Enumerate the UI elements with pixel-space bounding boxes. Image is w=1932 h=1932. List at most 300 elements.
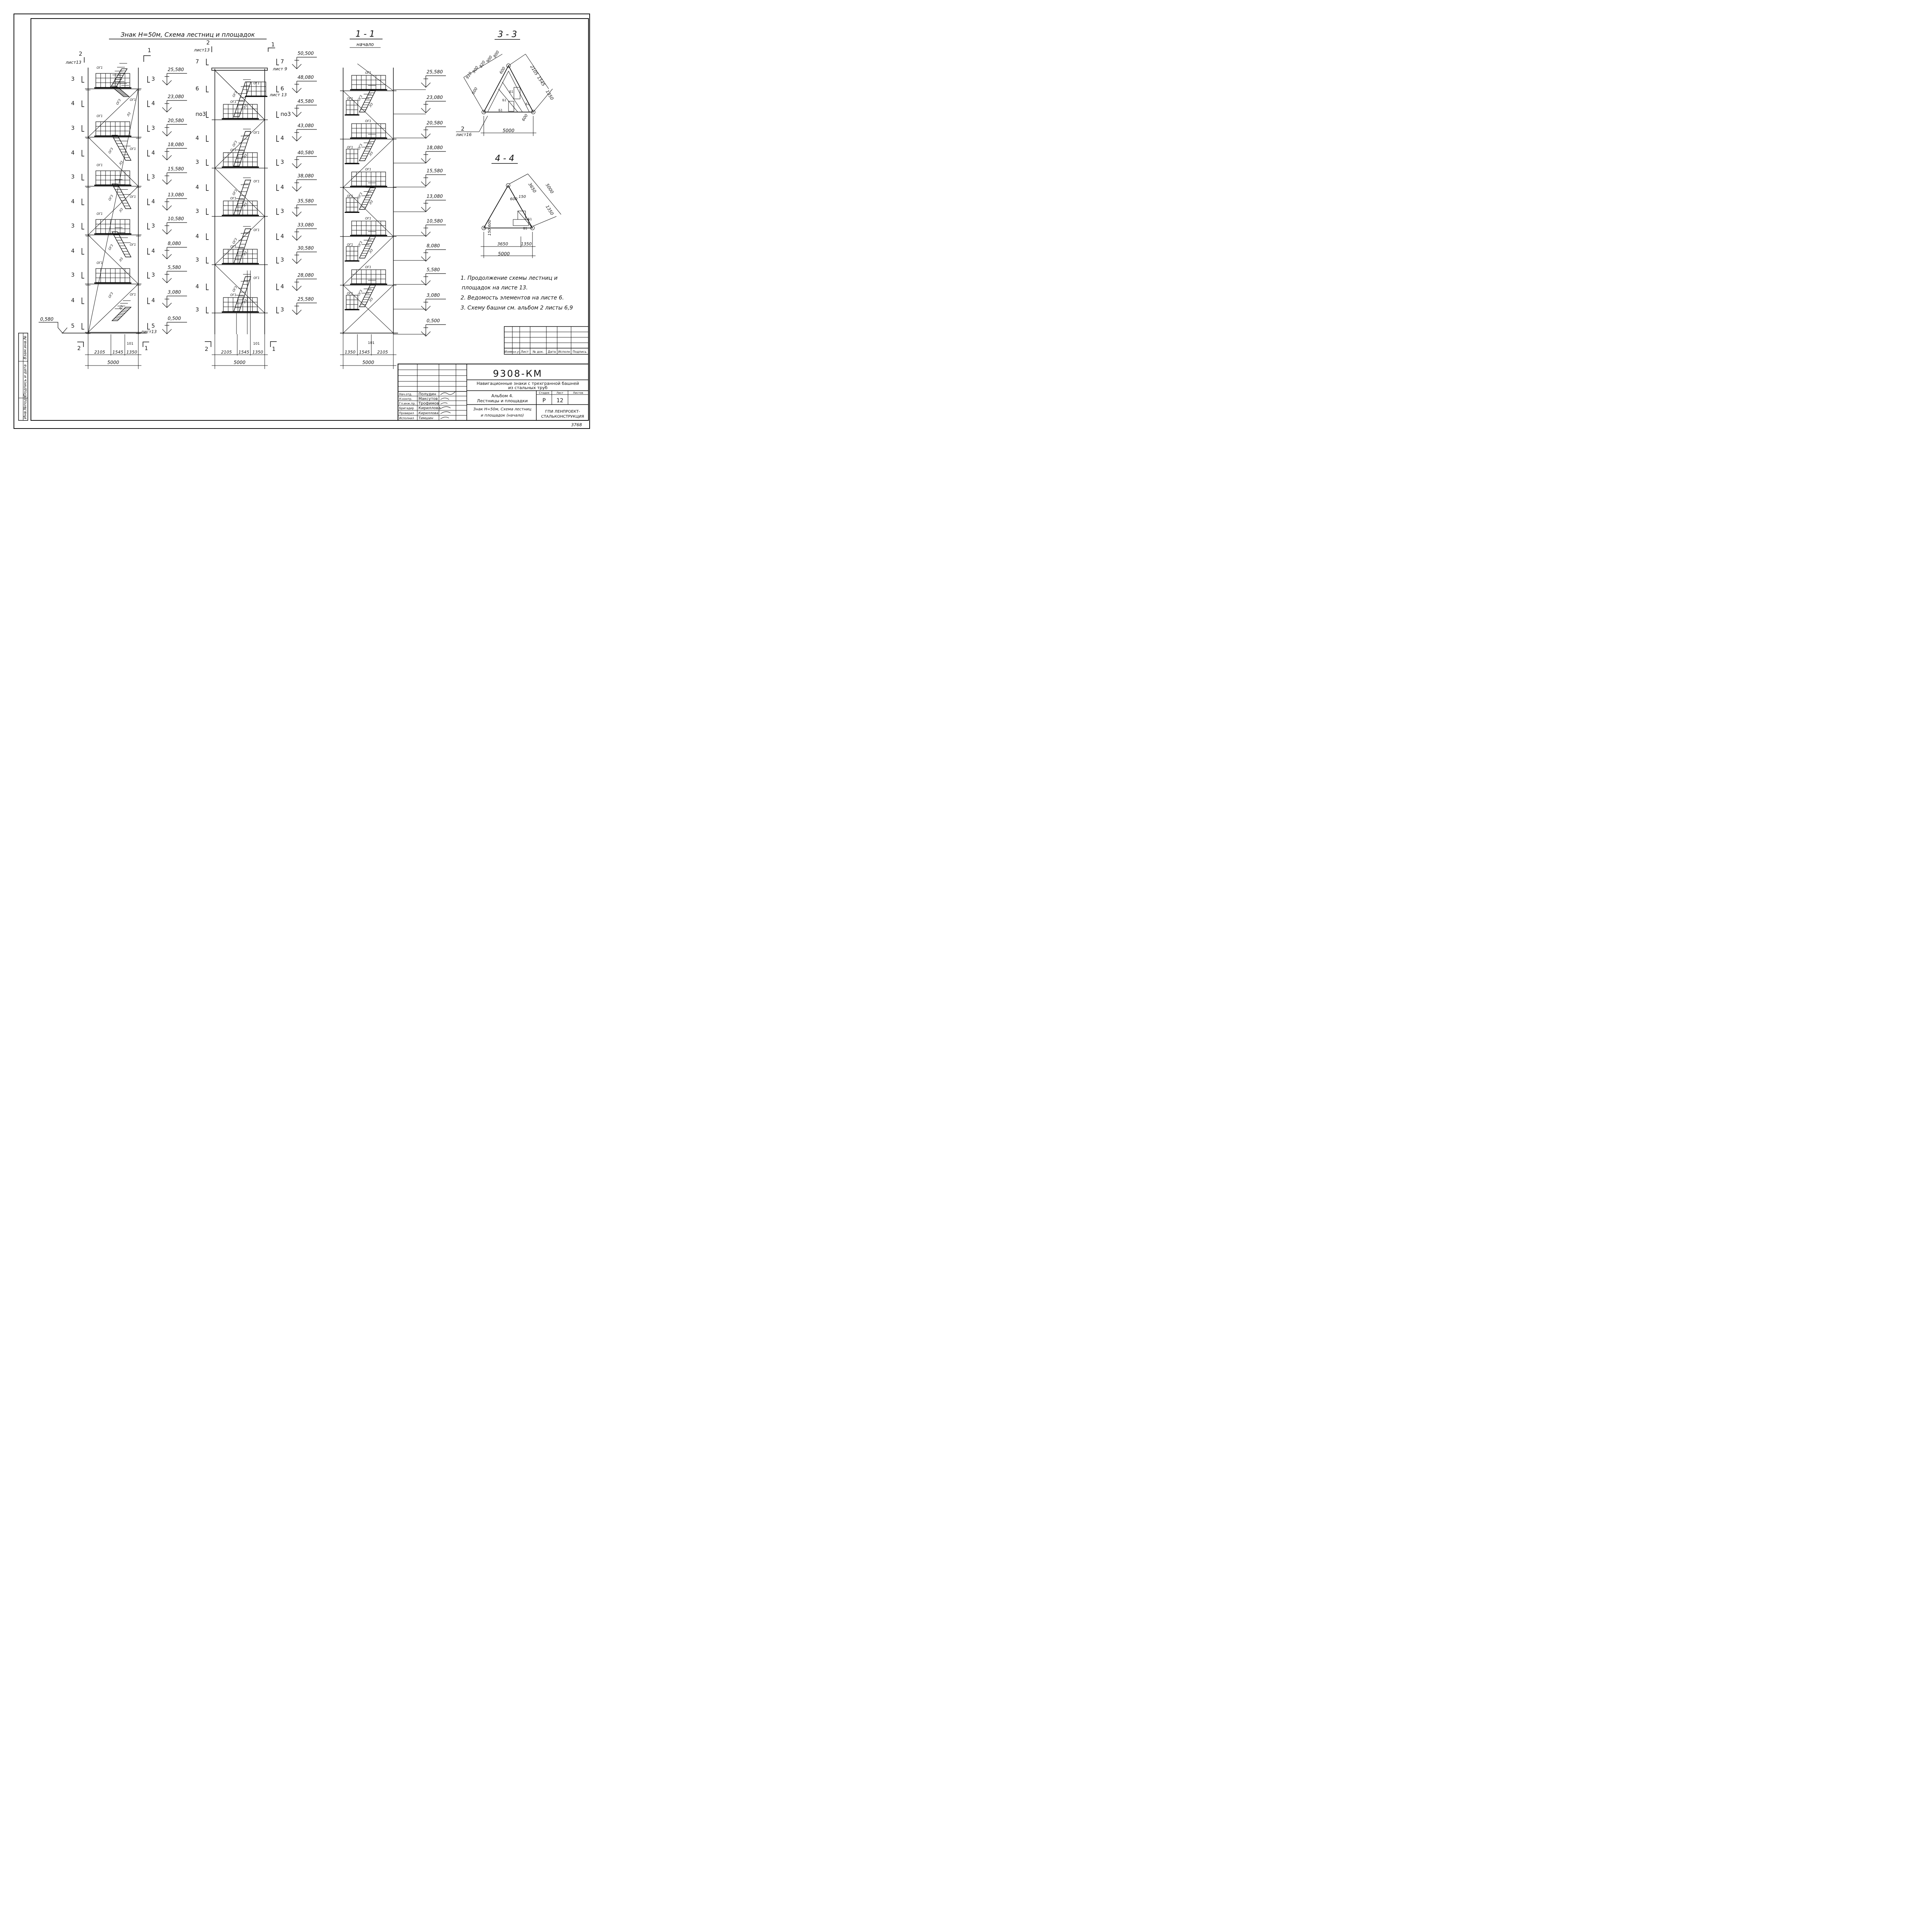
- role-6: Исполнил: [399, 417, 414, 420]
- right-og1-4: ОГ1: [365, 265, 371, 269]
- mid-cut-marker-r-7-label: 4: [281, 233, 284, 240]
- brace-4: [88, 284, 138, 332]
- album-line-2: Лестницы и площадки: [477, 398, 528, 403]
- side-stamp-sign: Подпись и дата: [23, 364, 27, 396]
- left-cut-marker-6-label: 3: [71, 223, 75, 229]
- cut-label-1-top: 1: [148, 48, 151, 54]
- left-cut-marker-8-mark: [82, 272, 84, 278]
- cut-label-2-mid-top: 2: [206, 40, 210, 46]
- s33-dim-1350: 1350: [544, 89, 555, 101]
- s33-b1-d: Б1: [526, 102, 530, 106]
- cut-sheet-13-mid: лист 13: [270, 92, 287, 97]
- mid-platform-4-rail: [223, 298, 257, 311]
- name-2: Максутов: [418, 397, 438, 401]
- mid-cut-marker-2-label: по3: [196, 111, 206, 117]
- s44-dim-1350-diag: 1350: [544, 204, 555, 216]
- left-cut-marker-r-7-mark: [148, 248, 150, 254]
- s44-dim-600: 600: [510, 197, 518, 201]
- s33-dim-820: 820: [479, 60, 486, 69]
- right-l3-2: Л3: [368, 199, 374, 205]
- name-5: Кириллова: [418, 412, 439, 415]
- notes: [461, 275, 573, 311]
- left-cut-marker-1-mark: [82, 100, 84, 107]
- section-4-4-title: 4 - 4: [495, 154, 514, 163]
- side-stamp: [19, 333, 28, 420]
- rev-col-date: Дата: [548, 350, 556, 354]
- dim-101-mid: 101: [253, 342, 260, 346]
- mid-cut-marker-7-mark: [206, 233, 209, 240]
- left-cut-marker-7-mark: [82, 248, 84, 254]
- mid-og1-1: ОГ1: [230, 148, 236, 152]
- left-cut-marker-10-label: 5: [71, 323, 75, 329]
- cut-label-1-mid-top: 1: [271, 42, 275, 48]
- left-og1-1: ОГ1: [97, 114, 103, 118]
- s33-dim-910: 910: [465, 71, 473, 80]
- mid-cut-marker-r-3-mark: [277, 135, 279, 141]
- left-elev-5-value: 13,080: [168, 192, 184, 197]
- left-cut-marker-r-3-mark: [148, 150, 150, 156]
- mid-cut-marker-r-2-mark: [277, 111, 279, 117]
- col-stage-label: Стадия: [539, 391, 549, 395]
- mid-top-cap: [212, 68, 267, 70]
- mid-cut-marker-r-2-label: по3: [281, 111, 291, 117]
- right-elev-4-value: 15,580: [427, 168, 443, 173]
- left-cut-marker-4-label: 3: [71, 174, 75, 180]
- mid-l3-4: Л3: [242, 298, 248, 304]
- s44-dim-150: 150: [519, 195, 526, 199]
- cut-label-2-bottom: 2: [77, 345, 81, 352]
- name-1: Полудин: [418, 392, 436, 396]
- dim-5000-mid: 5000: [233, 360, 246, 365]
- right-og3-3: ОГ3: [357, 240, 363, 248]
- left-l3-0: Л3: [126, 111, 132, 117]
- right-platform-2-deck: [350, 186, 387, 187]
- cut-label-2-top: 2: [79, 51, 82, 57]
- right-og3-1: ОГ3: [357, 143, 363, 150]
- mid-cut-marker-r-7-mark: [277, 233, 279, 240]
- left-cut-marker-r-1-mark: [148, 100, 150, 107]
- left-elev-6-value: 10,580: [168, 216, 184, 221]
- mid-l3-3: Л3: [242, 250, 248, 256]
- left-elev-1-value: 23,080: [168, 94, 184, 99]
- cut-label-2-mid-bottom: 2: [205, 346, 208, 352]
- right-og3-2: ОГ3: [357, 192, 363, 199]
- mid-platform-1-deck: [222, 167, 259, 168]
- drawing-sheet: [0, 0, 604, 438]
- project-title-line-2: из стальных труб: [508, 385, 548, 390]
- s44-dim-5000-diag: 5000: [544, 182, 555, 195]
- mid-og1-upper-3: ОГ1: [253, 228, 260, 232]
- left-stair-3-stringer: [112, 232, 131, 257]
- dim-2105-left: 2105: [94, 350, 105, 355]
- left-elev-4-value: 15,580: [168, 166, 184, 172]
- mid-elev-7-value: 33,080: [298, 222, 314, 228]
- dim-1545-left: 1545: [112, 350, 123, 355]
- s33-dim-2105: 2105: [529, 64, 539, 77]
- right-platform-2-rail: [352, 172, 386, 186]
- right-stair-1-stringer: [359, 139, 376, 161]
- mid-cut-marker-3-label: 4: [196, 135, 199, 141]
- rev-col-kol: Кол.уч.: [510, 350, 521, 354]
- mid-cut-marker-2-mark: [206, 111, 209, 117]
- s33-b1-a: Б1: [502, 99, 507, 102]
- left-cut-marker-r-5-label: 4: [151, 199, 155, 205]
- left-elev-10-value: 0,500: [168, 316, 181, 321]
- mid-og1-4: ОГ1: [230, 293, 236, 297]
- mid-cut-marker-0-mark: [206, 59, 209, 65]
- right-og1-0: ОГ1: [365, 71, 371, 75]
- right-lower-rail-3-rail: [346, 247, 358, 260]
- s44-dim-1350: 1350: [521, 242, 532, 247]
- left-og3-0: ОГ3: [115, 98, 122, 105]
- left-og3-1: ОГ3: [107, 147, 114, 154]
- right-og1-1: ОГ1: [365, 119, 371, 123]
- mid-cut-marker-r-4-mark: [277, 159, 279, 165]
- left-og1-0: ОГ1: [97, 66, 103, 70]
- right-stair-3-stringer: [359, 236, 376, 258]
- s33-dim-900b: 900: [486, 55, 493, 64]
- mid-elev-4-value: 40,580: [298, 150, 314, 155]
- album-line-1: Альбом 4.: [491, 393, 514, 398]
- right-og3-4: ОГ3: [357, 289, 363, 296]
- left-l3-4: Л3: [118, 304, 124, 310]
- mid-platform-4-deck: [222, 311, 259, 313]
- left-cut-marker-9-mark: [82, 298, 84, 304]
- right-platform-1-rail: [352, 124, 386, 138]
- s44-dim-5000: 5000: [498, 251, 510, 257]
- right-lower-rail-3-deck: [345, 260, 359, 262]
- right-og1-lower-0: ОГ1: [347, 97, 353, 100]
- name-4: Кириллова: [418, 406, 441, 410]
- mid-platform-3-deck: [222, 263, 259, 264]
- right-lower-rail-1-rail: [346, 149, 358, 163]
- section-4-4-plan: [481, 174, 561, 258]
- right-og3-0: ОГ3: [357, 94, 363, 102]
- right-elev-5-value: 13,080: [427, 194, 443, 199]
- note-3: 3. Схему башни см. альбом 2 листы 6,9: [461, 305, 573, 311]
- mid-cut-marker-r-1-mark: [277, 86, 279, 92]
- section-3-3-plan: [456, 50, 554, 137]
- role-5: Проверил: [399, 412, 414, 415]
- mid-cut-marker-r-10-label: 3: [281, 307, 284, 313]
- left-og3-3: ОГ3: [107, 243, 114, 251]
- left-og3-2: ОГ3: [107, 194, 114, 201]
- left-cut-marker-r-3-label: 4: [151, 150, 155, 156]
- mid-cut-marker-r-6-label: 3: [281, 208, 284, 214]
- s44-dim-3650-diag: 3650: [527, 182, 537, 194]
- mid-cut-marker-4-label: 3: [196, 159, 199, 165]
- s33-b1-b: Б1: [509, 90, 514, 94]
- dim-1545-mid: 1545: [238, 350, 249, 355]
- left-cut-marker-9-label: 4: [71, 298, 75, 304]
- left-l3-1: Л3: [118, 160, 124, 166]
- left-cut-marker-r-0-mark: [148, 76, 150, 82]
- right-lower-rail-2-deck: [345, 212, 359, 213]
- mid-cut-marker-r-5-label: 4: [281, 184, 284, 190]
- left-elev-3-value: 18,080: [168, 142, 184, 147]
- left-dimensions: [85, 334, 141, 369]
- name-6: Тимшин: [418, 417, 434, 420]
- main-title: Знак H=50м, Схема лестниц и площадок: [121, 31, 255, 38]
- right-elev-0-value: 25,580: [427, 69, 443, 75]
- mid-elev-6-value: 35,580: [298, 198, 314, 204]
- right-elev-6-value: 10,580: [427, 218, 443, 224]
- left-cut-marker-r-10-mark: [148, 323, 150, 329]
- bottom-archive-number: 3768: [571, 422, 582, 427]
- left-og1-upper-3: ОГ1: [130, 243, 136, 247]
- project-title-line-1: Навигационные знаки с трехгранной башней: [476, 381, 579, 386]
- left-l3-3: Л3: [118, 257, 124, 262]
- left-elev-7-value: 8,080: [168, 241, 181, 246]
- side-stamp-inv: Инв.№подл.: [23, 395, 27, 419]
- left-platform-1-rail: [96, 122, 130, 136]
- organization-line-1: ГПИ ЛЕНПРОЕКТ-: [545, 410, 580, 414]
- right-platform-0-rail: [352, 75, 386, 89]
- left-platform-3-rail: [96, 219, 130, 233]
- s33-dim-1545: 1545: [536, 75, 546, 87]
- mid-og1-upper-1: ОГ1: [253, 131, 260, 134]
- left-og1-upper-2: ОГ1: [130, 195, 136, 199]
- name-3: Трофимов: [418, 401, 439, 406]
- col-sheet-label: Лист: [556, 391, 563, 395]
- mid-cut-marker-r-0-mark: [277, 59, 279, 65]
- mid-og3-4: ОГ3: [231, 285, 238, 293]
- dim-101-right: 101: [368, 341, 375, 345]
- mid-platform-2-rail: [223, 201, 257, 215]
- left-cut-marker-8-label: 3: [71, 272, 75, 278]
- s33-sheet-16: лист16: [456, 132, 472, 137]
- mid-platform-0-deck: [222, 118, 259, 119]
- middle-elevation: [196, 51, 317, 334]
- left-cut-marker-r-2-mark: [148, 125, 150, 131]
- mid-cut-marker-r-3-label: 4: [281, 135, 284, 141]
- left-cut-marker-r-8-label: 3: [151, 272, 155, 278]
- dim-5000-left: 5000: [107, 360, 119, 365]
- mid-cut-marker-r-10-mark: [277, 307, 279, 313]
- mid-elev-8-value: 30,580: [298, 245, 314, 251]
- left-platform-4-deck: [94, 282, 131, 284]
- mid-cut-marker-r-8-label: 3: [281, 257, 284, 263]
- mid-cut-marker-9-mark: [206, 284, 209, 290]
- left-og1-upper-1: ОГ1: [130, 147, 136, 151]
- rev-col-doc: № док.: [532, 350, 544, 354]
- mid-cut-marker-9-label: 4: [196, 284, 199, 290]
- left-cut-marker-6-mark: [82, 223, 84, 229]
- cut-sheet-13-bottom: лист13: [141, 329, 157, 334]
- right-elev-1-value: 23,080: [427, 95, 443, 100]
- right-elev-8-value: 5,580: [427, 267, 440, 272]
- mid-og1-0: ОГ1: [230, 100, 236, 104]
- left-cut-marker-0-mark: [82, 76, 84, 82]
- right-stair-2-stringer: [359, 188, 376, 209]
- left-cut-marker-r-6-mark: [148, 223, 150, 229]
- mid-elev-10-value: 25,580: [298, 296, 314, 302]
- right-l3-4: Л3: [368, 297, 374, 303]
- s44-dim-150-600: 150 600: [488, 219, 492, 236]
- left-cut-marker-r-1-label: 4: [151, 100, 155, 107]
- mid-elev-0-value: 50,500: [298, 51, 314, 56]
- left-elev-2-value: 20,580: [168, 118, 184, 123]
- mid-og1-upper-0: ОГ1: [253, 82, 260, 85]
- right-l3-1: Л3: [368, 151, 374, 156]
- s44-b1-a: Б1: [523, 227, 527, 230]
- left-elev-0-value: 25,580: [168, 67, 184, 72]
- dim-2105-mid: 2105: [221, 350, 232, 355]
- left-cut-marker-r-6-label: 3: [151, 223, 155, 229]
- s33-dim-600c: 600: [521, 113, 529, 122]
- side-stamp-vzam: Взам.инв.№: [23, 335, 27, 359]
- left-og1-4: ОГ1: [97, 261, 103, 265]
- right-lower-rail-0-rail: [346, 100, 358, 114]
- right-og1-2: ОГ1: [365, 168, 371, 171]
- cut-sheet-13-top: лист13: [66, 60, 82, 65]
- left-cut-marker-5-label: 4: [71, 199, 75, 205]
- left-cut-marker-3-mark: [82, 150, 84, 156]
- doc-code: 9308-КМ: [493, 368, 543, 379]
- rev-col-ispoln: Исполн: [558, 350, 570, 354]
- mid-cut-marker-r-1-label: 6: [281, 86, 284, 92]
- cut-sheet-13-mid-top: лист13: [194, 48, 210, 53]
- mid-platform-2-deck: [222, 215, 259, 216]
- mid-cut-marker-5-mark: [206, 184, 209, 190]
- left-cut-marker-r-9-mark: [148, 298, 150, 304]
- mid-og1-3: ОГ1: [230, 245, 236, 248]
- right-og1-lower-2: ОГ1: [347, 194, 353, 198]
- s33-dim-600a: 600: [471, 87, 479, 95]
- left-elevation: [62, 63, 187, 334]
- brace-top: [357, 64, 393, 91]
- mid-cut-marker-8-mark: [206, 257, 209, 263]
- rev-col-list: Лист: [520, 350, 529, 354]
- mid-cut-marker-r-5-mark: [277, 184, 279, 190]
- left-cut-marker-10-mark: [82, 323, 84, 329]
- section-1-1-subtitle: начало: [356, 42, 374, 47]
- sheet-title-line-1: Знак H=50м, Схема лестниц: [473, 407, 532, 412]
- s44-dim-3650: 3650: [497, 242, 508, 247]
- mid-stair-0-stringer: [231, 82, 251, 117]
- mid-l3-0: Л3: [242, 104, 248, 109]
- left-cut-marker-4-mark: [82, 174, 84, 180]
- sheet-title-line-2: и площадок (начало): [481, 413, 524, 418]
- role-2: Н.контр.: [399, 397, 412, 401]
- left-og3-4: ОГ3: [107, 291, 114, 299]
- s33-cut-2: 2: [461, 126, 464, 132]
- mid-cut-marker-0-label: 7: [196, 59, 199, 65]
- mid-cut-marker-r-9-label: 4: [281, 284, 284, 290]
- revision-table: [504, 327, 588, 354]
- mid-elev-2-value: 45,580: [298, 99, 314, 104]
- right-elevation-1-1: [340, 64, 446, 336]
- mid-cut-marker-1-mark: [206, 86, 209, 92]
- mid-og3-3: ОГ3: [231, 237, 238, 245]
- right-elev-3-value: 18,080: [427, 145, 443, 150]
- left-cut-marker-7-label: 4: [71, 248, 75, 254]
- right-elev-9-value: 3,080: [427, 293, 440, 298]
- right-dimensions: [340, 334, 396, 369]
- left-cut-marker-r-4-label: 3: [151, 174, 155, 180]
- middle-dimensions: [212, 334, 268, 369]
- left-cut-marker-0-label: 3: [71, 76, 75, 82]
- mid-og3-2: ОГ3: [231, 189, 238, 196]
- left-og1-upper-0: ОГ1: [130, 98, 136, 102]
- organization-line-2: СТАЛЬКОНСТРУКЦИЯ: [541, 415, 584, 419]
- left-cut-marker-3-label: 4: [71, 150, 75, 156]
- dim-1350-mid: 1350: [252, 350, 263, 355]
- dim-2105-right: 2105: [377, 350, 388, 355]
- right-lower-rail-0-deck: [345, 114, 359, 116]
- left-cut-marker-1-label: 4: [71, 100, 75, 107]
- left-l3-2: Л3: [118, 207, 124, 213]
- dim-1350-right: 1350: [345, 350, 355, 355]
- mid-og1-upper-2: ОГ1: [253, 180, 260, 183]
- cut-label-1-bottom: 1: [145, 345, 148, 352]
- note-2: 2. Ведомость элементов на листе 6.: [461, 295, 564, 301]
- mid-cut-marker-7-label: 4: [196, 233, 199, 240]
- s33-dim-600b: 600: [499, 66, 507, 75]
- right-stair-4-stringer: [359, 285, 376, 307]
- right-lower-rail-1-deck: [345, 163, 359, 164]
- left-elev-8-value: 5,580: [168, 265, 181, 270]
- s33-dim-900a: 900: [472, 65, 480, 74]
- mid-cut-marker-6-label: 3: [196, 208, 199, 214]
- cut-sheet-9: лист 9: [273, 66, 287, 71]
- s33-b1-c: Б1: [498, 109, 503, 112]
- mid-top-platform-deck: [245, 96, 267, 97]
- left-cut-marker-r-0-label: 3: [151, 76, 155, 82]
- mid-cut-marker-1-label: 6: [196, 86, 199, 92]
- mid-l3-1: Л3: [242, 153, 248, 159]
- mid-cut-marker-8-label: 3: [196, 257, 199, 263]
- mid-cut-marker-3-mark: [206, 135, 209, 141]
- right-elev-10-value: 0,500: [427, 318, 440, 323]
- mid-og1-2: ОГ1: [230, 197, 236, 200]
- note-1-line-2: площадок на листе 13.: [462, 285, 528, 291]
- mid-og3-1: ОГ3: [231, 140, 238, 147]
- mid-cut-marker-6-mark: [206, 208, 209, 214]
- left-cut-marker-r-9-label: 4: [151, 298, 155, 304]
- right-lower-rail-4-deck: [345, 309, 359, 310]
- mid-cut-marker-r-8-mark: [277, 257, 279, 263]
- left-cut-marker-5-mark: [82, 199, 84, 205]
- mid-cut-marker-4-mark: [206, 159, 209, 165]
- right-l3-3: Л3: [368, 248, 374, 254]
- s33-dim-800: 800: [493, 50, 500, 59]
- cut-label-1-mid-bottom: 1: [272, 346, 276, 352]
- mid-og3-0: ОГ3: [231, 90, 238, 98]
- dim-1545-right: 1545: [359, 350, 370, 355]
- s33-dim-5000: 5000: [502, 128, 515, 133]
- mid-elev-9-value: 28,080: [298, 272, 314, 278]
- right-og1-lower-3: ОГ1: [347, 243, 353, 247]
- mid-elev-1-value: 48,080: [298, 75, 314, 80]
- left-cut-marker-2-label: 3: [71, 125, 75, 131]
- right-og1-lower-1: ОГ1: [347, 146, 353, 149]
- mid-cut-marker-r-4-label: 3: [281, 159, 284, 165]
- col-sheets-label: Листов: [573, 391, 583, 395]
- left-og1-2: ОГ1: [97, 163, 103, 167]
- dim-101-left: 101: [127, 342, 134, 346]
- mid-cut-marker-r-9-mark: [277, 284, 279, 290]
- section-3-3-title: 3 - 3: [498, 30, 517, 39]
- left-og1-upper-4: ОГ1: [130, 293, 136, 296]
- mid-l3-2: Л3: [242, 202, 248, 207]
- right-elev-7-value: 8,080: [427, 243, 440, 248]
- mid-cut-marker-r-0-label: 7: [281, 59, 284, 65]
- left-cut-marker-r-4-mark: [148, 174, 150, 180]
- left-cut-marker-2-mark: [82, 125, 84, 131]
- right-platform-3-rail: [352, 221, 386, 235]
- mid-elev-3-value: 43,080: [298, 123, 314, 128]
